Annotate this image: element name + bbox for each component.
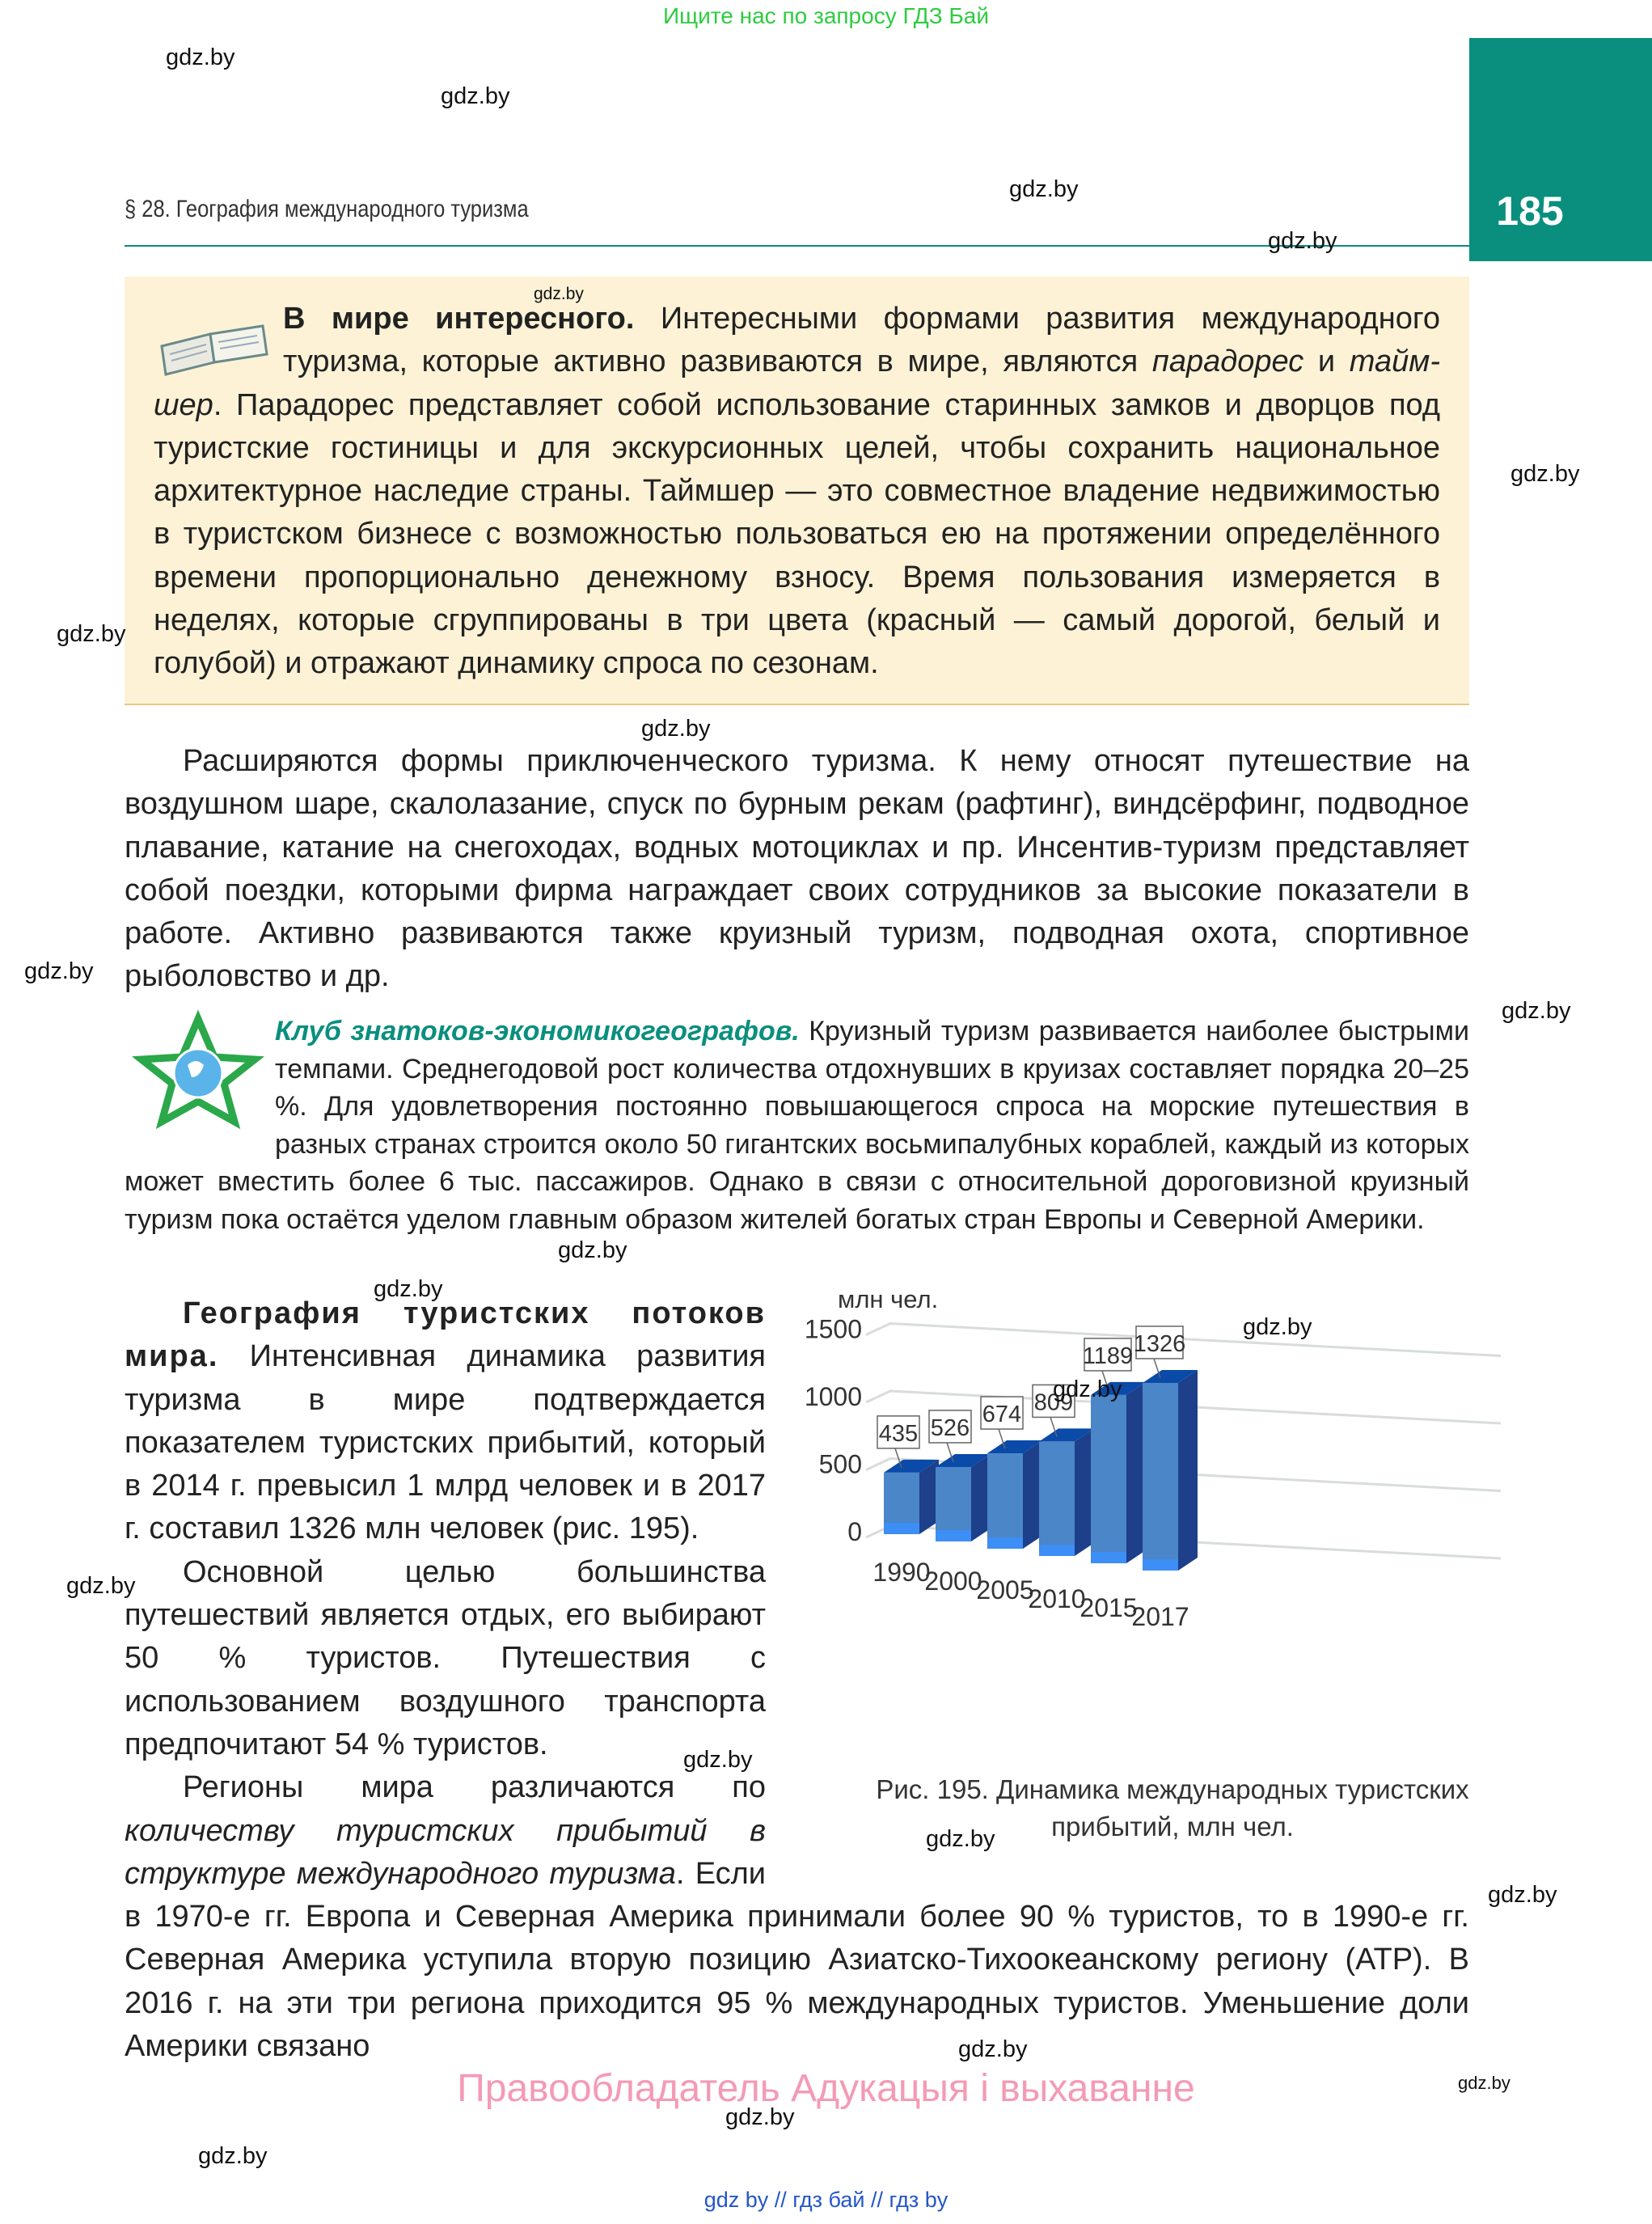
x-tick-label: 2010 bbox=[1028, 1584, 1086, 1613]
value-label: 809 bbox=[1033, 1389, 1074, 1416]
watermark: gdz.by bbox=[1510, 461, 1580, 487]
interesting-box bbox=[125, 277, 1469, 705]
search-hint: Ищите нас по запросу ГДЗ Бай bbox=[662, 3, 990, 28]
interesting-text: Интересными формами развития международного туризма, которые активно развиваются в мире, являются bbox=[283, 302, 1441, 379]
watermark: gdz.by bbox=[683, 1747, 753, 1773]
watermark: gdz.by bbox=[1458, 2073, 1510, 2093]
tourist-arrivals-chart bbox=[804, 1283, 1509, 1753]
x-tick-label: 1990 bbox=[872, 1558, 931, 1587]
x-tick-label: 2000 bbox=[924, 1567, 982, 1596]
value-label: 1326 bbox=[1133, 1330, 1186, 1357]
emphasis-text: количеству туристских прибытий в структуре международного туризма bbox=[125, 1813, 766, 1891]
open-book-icon bbox=[154, 298, 275, 378]
watermark: gdz.by bbox=[534, 285, 584, 303]
paragraph-text: Интенсивная динамика развития туризма в мире подтверждается показателем туристских прибытий, который в 2014 г. превысил 1 млрд человек и в 2017 г. составил 1326 млн человек (рис. 195). bbox=[125, 1339, 766, 1546]
bar-side bbox=[1178, 1370, 1198, 1571]
value-label: 674 bbox=[982, 1402, 1022, 1428]
watermark: gdz.by bbox=[66, 1573, 136, 1599]
watermark: gdz.by bbox=[166, 44, 235, 70]
watermark: gdz.by bbox=[1053, 1376, 1122, 1402]
bar-base-band bbox=[1039, 1545, 1075, 1556]
value-label: 526 bbox=[930, 1414, 970, 1441]
bar bbox=[1039, 1441, 1075, 1556]
x-tick-label: 2005 bbox=[976, 1575, 1034, 1605]
figure-caption: Рис. 195. Динамика международных туристских прибытий, млн чел. bbox=[876, 1774, 1469, 1841]
value-label: 435 bbox=[878, 1420, 919, 1447]
bar-base-band bbox=[987, 1537, 1023, 1549]
club-block bbox=[125, 1013, 1469, 1238]
interesting-title: В мире интересного. bbox=[283, 302, 635, 336]
y-axis-label: млн чел. bbox=[838, 1285, 939, 1313]
footer-links[interactable]: gdz by // гдз бай // гдз by bbox=[703, 2188, 949, 2212]
adventure-paragraph: Расширяются формы приключенческого туризма. К нему относят путешествие на воздушном шаре, скалолазание, спуск по бурным рекам (рафтинг), виндсёрфинг, подводное плавание, катание на снегоходах, водных мотоциклах и пр. Инсентив-туризм представляет собой поездки, которыми фирма награждает своих сотрудников за высокие показатели в работе. Активно развиваются также круизный туризм, подводная охота, спортивное рыболовство и др. bbox=[125, 744, 1469, 994]
club-title: Клуб знатоков-экономикогеографов. bbox=[275, 1016, 800, 1046]
watermark: gdz.by bbox=[641, 716, 711, 742]
watermark: gdz.by bbox=[1009, 176, 1079, 202]
watermark: gdz.by bbox=[1488, 1882, 1557, 1908]
bar bbox=[1143, 1383, 1178, 1571]
club-text: Круизный туризм развивается наиболее быстрыми темпами. Среднегодовой рост количества отдохнувших в круизах составляет порядка 20–25 %. Для удовлетворения постоянно повышающегося спроса на морские путешествия в разных странах строится около 50 гигантских восьмипалубных кораблей, каждый из которых может вместить более 6 тыс. пассажиров. Однако в связи с относительной дороговизной круизный туризм пока остаётся уделом главным образом жителей богатых стран Европы и Северной Америки. bbox=[125, 1016, 1469, 1235]
watermark: gdz.by bbox=[441, 83, 510, 109]
bar-base-band bbox=[1091, 1552, 1126, 1563]
watermark: gdz.by bbox=[198, 2143, 268, 2169]
club-emblem-icon bbox=[121, 1013, 275, 1126]
bar-base-band bbox=[1143, 1559, 1178, 1571]
interesting-text: . Парадорес представляет собой использование старинных замков и дворцов под туристские гостиницы и для экскурсионных целей, чтобы сохранить национальное архитектурное наследие страны. Таймшер — это совместное владение недвижимостью в туристском бизнесе с возможностью пользоваться ею на протяжении определённого времени пропорционально денежному взносу. Время пользования измеряется в неделях, которые сгруппированы в три цвета (красный — самый дорогой, белый и голубой) и отражают динамику спроса по сезонам. bbox=[154, 387, 1440, 681]
watermark: gdz.by bbox=[725, 2104, 795, 2130]
y-tick-label: 0 bbox=[847, 1517, 862, 1546]
copyright-notice: Правообладатель Адукацыя і выхаванне bbox=[457, 2067, 1195, 2110]
watermark: gdz.by bbox=[374, 1276, 443, 1302]
interesting-text: и bbox=[1303, 345, 1350, 379]
term-paradores: парадорес bbox=[1151, 345, 1304, 379]
watermark: gdz.by bbox=[1243, 1314, 1312, 1340]
watermark: gdz.by bbox=[1502, 998, 1571, 1024]
bar-base-band bbox=[884, 1523, 919, 1534]
watermark: gdz.by bbox=[57, 621, 126, 647]
term-timeshare: тайм-шер bbox=[154, 345, 1440, 422]
watermark: gdz.by bbox=[958, 2036, 1028, 2062]
chapter-header: § 28. География международного туризма bbox=[125, 196, 529, 222]
value-label: 1189 bbox=[1082, 1342, 1134, 1369]
bar bbox=[987, 1453, 1023, 1549]
y-tick-label: 1500 bbox=[804, 1314, 862, 1344]
geography-paragraph-2: Основной целью большинства путешествий является отдых, его выбирают 50 % туристов. Путешествия с использованием воздушного транспорта предпочитают 54 % туристов. bbox=[125, 1554, 766, 1761]
page-number: 185 bbox=[1496, 188, 1564, 234]
watermark: gdz.by bbox=[926, 1826, 995, 1852]
bar-base-band bbox=[936, 1530, 971, 1541]
y-tick-label: 500 bbox=[818, 1449, 862, 1479]
x-tick-label: 2015 bbox=[1080, 1593, 1138, 1622]
bar bbox=[1091, 1395, 1126, 1563]
y-tick-label: 1000 bbox=[804, 1382, 862, 1411]
watermark: gdz.by bbox=[24, 958, 94, 984]
section-title: География туристских потоков мира. bbox=[125, 1296, 766, 1374]
x-tick-label: 2017 bbox=[1131, 1602, 1189, 1631]
paragraph-text: Регионы мира различаются по bbox=[183, 1770, 766, 1805]
watermark: gdz.by bbox=[1268, 228, 1337, 254]
paragraph-text: . Если в 1970-е гг. Европа и Северная Америка принимали более 90 % туристов, то в 1990-е гг. Северная Америка уступила вторую позицию Азиатско-Тихоокеанскому региону (АТР). В 2016 г. на эти три региона приходится 95 % международных туристов. Уменьшение доли Америки связано bbox=[125, 1856, 1469, 2064]
watermark: gdz.by bbox=[558, 1237, 627, 1263]
